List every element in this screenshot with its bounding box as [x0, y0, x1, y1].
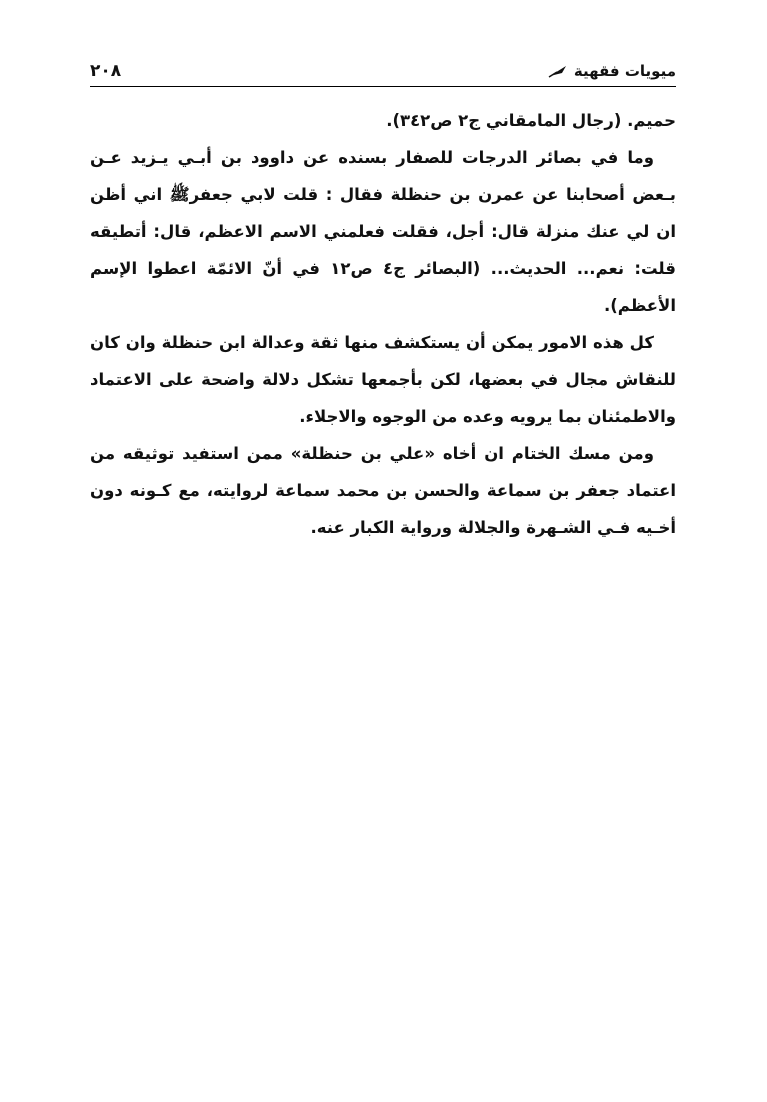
- quill-icon: [548, 64, 568, 78]
- paragraph-3: كل هذه الامور يمكن أن يستكشف منها ثقة وعدالة ابن حنظلة وان كان للنقاش مجال في بعضها، لكن بأجمعها تشكل دلالة واضحة على الاعتماد والاطمئنان بما يرويه وعده من الوجوه والاجلاء.: [90, 333, 676, 426]
- running-head: [548, 60, 676, 82]
- paragraph-1: حميم. (رجال المامقاني ج٢ ص٣٤٢).: [386, 111, 676, 130]
- running-title: ميويات فقهية: [573, 62, 676, 80]
- page-header: [90, 58, 676, 87]
- page-number: ٢٠٨: [90, 61, 122, 81]
- page-body: [90, 102, 676, 546]
- paragraph-4: ومن مسك الختام ان أخاه «علي بن حنظلة» ممن استفيد توثيقه من اعتماد جعفر بن سماعة والحسن بن محمد سماعة لروايته، مع كـونه دون أخـيه فـي الشـهرة والجلالة ورواية الكبار عنه.: [90, 444, 676, 537]
- paragraph-2: وما في بصائر الدرجات للصفار بسنده عن داوود بن أبـي يـزيد عـن بـعض أصحابنا عن عمرن بن حنظلة فقال : قلت لابي جعفرﷺ اني أظن ان لي عنك منزلة قال: أجل، فقلت فعلمني الاسم الاعظم، قال: أتطيقه قلت: نعم... الحديث... (البصائر ج٤ ص١٢ في أنّ الائمّة اعطوا الإسم الأعظم).: [90, 148, 676, 315]
